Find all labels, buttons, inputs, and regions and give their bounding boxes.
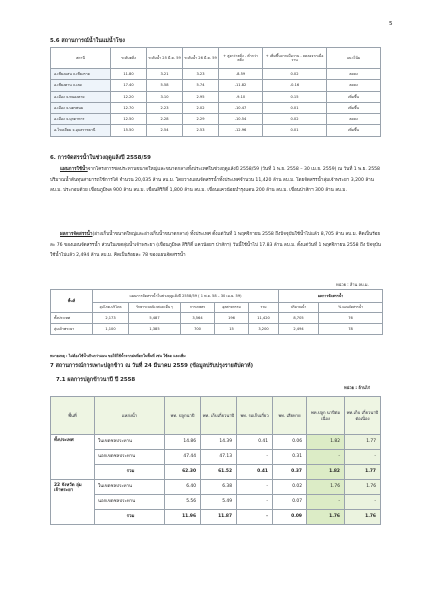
table-cell: 0.41 [237, 435, 273, 450]
allocation-subheader-row [51, 303, 383, 313]
table-cell: เพิ่มขึ้น [327, 102, 381, 113]
table-cell: 1,100 [93, 324, 129, 335]
mekong-table [50, 47, 381, 137]
table-cell: 0.37 [273, 465, 307, 480]
rice-table [50, 396, 381, 525]
section-6-title: 6. การจัดสรรน้ำในช่วงฤดูแล้งปี 2558/59 [50, 155, 151, 161]
table-cell: 0.15 [263, 91, 327, 102]
table-cell: -12.96 [219, 125, 263, 136]
plan-lead: แผนการใช้น้ำ [60, 167, 88, 172]
sub-header: ปริมาณน้ำ [279, 303, 319, 313]
table-cell: 2.95 [183, 91, 219, 102]
table-cell: 2.54 [147, 125, 183, 136]
station-cell: อ.เมือง จ.นครพนม [51, 102, 111, 113]
table-cell: 3,564 [181, 313, 215, 324]
header-cell: ระดับน้ำ 25 มี.ค. 59 [147, 48, 183, 69]
table-cell: 6.40 [165, 480, 201, 495]
table-cell: 0.01 [263, 102, 327, 113]
source-cell: ในเขตชลประทาน [95, 435, 165, 450]
sub-header: รักษาระบบนิเวศและอื่น ๆ [129, 303, 181, 313]
plan-header: แผนการจัดสรรน้ำในช่วงฤดูแล้งปี 2558/59 ( 1 พ.ย. 58 – 30 เม.ย. 59) [93, 290, 279, 303]
header-cell: พท. เก็บเกี่ยวนาปี [201, 397, 237, 435]
source-cell: นอกเขตชลประทาน [95, 495, 165, 510]
table-cell: ลดลง [327, 69, 381, 80]
table-cell: 3.21 [147, 69, 183, 80]
table-cell: 0.41 [237, 465, 273, 480]
table-cell: -10.54 [219, 114, 263, 125]
allocation-note: หมายเหตุ : ไม่ต้องใช้น้ำเกินกว่าแผน ขอให้ใช้น้ำจากฝนที่ตกในพื้นที่ เช่น ใช้ลด และเพิ่ม [50, 354, 186, 358]
header-cell: พท.ปลูก นาปีต่อเนื่อง [307, 397, 345, 435]
station-cell: อ.โขงเจียม จ.อุบลราชธานี [51, 125, 111, 136]
table-cell: 1.77 [345, 435, 381, 450]
header-cell: แนวโน้ม [327, 48, 381, 69]
table-cell: 3,200 [249, 324, 279, 335]
table-cell: 1.76 [345, 510, 381, 525]
table-cell: 1.76 [345, 480, 381, 495]
allocation-unit-label: หน่วย : ล้าน ลบ.ม. [336, 282, 369, 287]
area-header: พื้นที่ [51, 290, 93, 313]
table-row [51, 80, 381, 91]
table-cell: -10.47 [219, 102, 263, 113]
table-cell: 0.02 [263, 114, 327, 125]
header-cell: ระดับน้ำ 26 มี.ค. 59 [183, 48, 219, 69]
table-cell: ลดลง [327, 80, 381, 91]
table-cell: 2.23 [147, 102, 183, 113]
table-cell: 2,173 [93, 313, 129, 324]
table-cell: 14.39 [201, 435, 237, 450]
section-7-title: 7 สถานการณ์การเพาะปลูกข้าว ณ วันที่ 24 มีนาคม 2559 (ข้อมูลปรับปรุงรายสัปดาห์) [50, 363, 254, 369]
table-cell: 196 [215, 313, 249, 324]
table-row [51, 435, 381, 450]
table-cell: 0.09 [273, 510, 307, 525]
table-cell: - [237, 450, 273, 465]
table-row [51, 125, 381, 136]
mekong-header-row [51, 48, 381, 69]
table-cell: 2.29 [183, 114, 219, 125]
plan-paragraph [50, 165, 382, 197]
table-cell: 1.82 [307, 435, 345, 450]
table-cell: 3.23 [183, 69, 219, 80]
table-row [51, 510, 381, 525]
area-cell: ลุ่มเจ้าพระยา [51, 324, 93, 335]
table-cell: 5,487 [129, 313, 181, 324]
table-cell: 47.44 [165, 450, 201, 465]
table-cell: -0.16 [263, 80, 327, 91]
result-lead: ผลการจัดสรรน้ำ [60, 232, 93, 237]
sub-header: รวม [249, 303, 279, 313]
rice-header-row [51, 397, 381, 435]
table-row [51, 324, 383, 335]
source-cell: ในเขตชลประทาน [95, 480, 165, 495]
allocation-header-row [51, 290, 383, 303]
header-cell: พื้นที่ [51, 397, 95, 435]
source-cell: นอกเขตชลประทาน [95, 450, 165, 465]
table-cell: 1.82 [307, 465, 345, 480]
table-cell: 1.76 [307, 480, 345, 495]
table-cell: เพิ่มขึ้น [327, 125, 381, 136]
table-cell: 11.96 [165, 510, 201, 525]
header-cell: + สูงกว่าตลิ่ง - ต่ำกว่าตลิ่ง [219, 48, 263, 69]
rice-unit-label: หน่วย : ล้านไร่ [344, 385, 370, 390]
table-cell: - [307, 495, 345, 510]
table-cell: 11.87 [201, 510, 237, 525]
source-cell: รวม [95, 510, 165, 525]
result-header: ผลการจัดสรรน้ำ [279, 290, 383, 303]
table-cell: 61.52 [201, 465, 237, 480]
table-cell: -11.82 [219, 80, 263, 91]
table-cell: 0.01 [263, 125, 327, 136]
table-row [51, 114, 381, 125]
section-56-title: 5.6 สถานการณ์น้ำในแม่น้ำโขง [50, 38, 125, 44]
sub-header: การเกษตร [181, 303, 215, 313]
table-cell: 3.10 [147, 91, 183, 102]
table-cell: 5.58 [147, 80, 183, 91]
header-cell: พท. ปลูกนาปี [165, 397, 201, 435]
table-cell: - [345, 495, 381, 510]
table-cell: 5.74 [183, 80, 219, 91]
table-cell: 15 [215, 324, 249, 335]
table-cell: 1,385 [129, 324, 181, 335]
header-cell: ระดับตลิ่ง [111, 48, 147, 69]
table-cell: ลดลง [327, 114, 381, 125]
station-cell: อ.เชียงคาน จ.เลย [51, 80, 111, 91]
group-cell: ทั้งประเทศ [51, 435, 95, 480]
header-cell: แหล่งน้ำ [95, 397, 165, 435]
table-cell: 12.20 [111, 91, 147, 102]
table-cell: 8,705 [279, 313, 319, 324]
station-cell: อ.เมือง จ.มุกดาหาร [51, 114, 111, 125]
section-71-title: 7.1 ผลการปลูกข้าวนาปี ปี 2558 [56, 377, 136, 383]
table-row [51, 313, 383, 324]
plan-body: จากโครงการชลประทานขนาดใหญ่และขนาดกลางทั้งประเทศในช่วงฤดูแล้งปี 2558/59 (วันที่ 1 พ.ย. 2558 – 30 เม.ย. 2559) ณ วันที่ 1 พ.ย. 2558 ปริมาณน้ำต้นทุนสามารถใช้การได้ จำนวน 20,035 ล้าน ลบ.ม. โดยวางแผนจัดสรรน้ำทั้งประเทศจำนวน 11,420 ล้าน ลบ.ม. โดยจัดสรรน้ำลุ่มเจ้าพระยา 3,200 ล้าน ลบ.ม. ประกอบด้วย เขื่อนภูมิพล 900 ล้าน ลบ.ม. เขื่อนสิริกิติ์ 1,800 ล้าน ลบ.ม. เขื่อนแควน้อยบำรุงแดน 200 ล้าน ลบ.ม. เขื่อนป่าสักฯ 300 ล้าน ลบ.ม. [50, 167, 380, 193]
result-body: (อ่างเก็บน้ำขนาดใหญ่และอ่างเก็บน้ำขนาดกลาง) ทั้งประเทศ ตั้งแต่วันที่ 1 พฤศจิกายน 2558 ถึงปัจจุบันใช้น้ำไปแล้ว 8,705 ล้าน ลบ.ม. คิดเป็นร้อยละ 76 ของแผนจัดสรรน้ำ ส่วนในเขตลุ่มน้ำเจ้าพระยา (เขื่อนภูมิพล สิริกิติ์ แควน้อยฯ ป่าสักฯ) วันนี้ใช้น้ำไป 17.83 ล้าน ลบ.ม. ตั้งแต่วันที่ 1 พฤศจิกายน 2558 ถึง ปัจจุบัน ใช้น้ำไปแล้ว 2,494 ล้าน ลบ.ม. คิดเป็นร้อยละ 78 ของแผนจัดสรรน้ำ [50, 232, 381, 258]
table-cell: 1.76 [307, 510, 345, 525]
table-cell: - [307, 450, 345, 465]
table-cell: เพิ่มขึ้น [327, 91, 381, 102]
result-paragraph [50, 230, 382, 262]
table-row [51, 495, 381, 510]
table-cell: 78 [319, 324, 383, 335]
table-row [51, 465, 381, 480]
table-cell: 1.77 [345, 465, 381, 480]
table-cell: 15.50 [111, 125, 147, 136]
group-cell: 22 จังหวัด ลุ่มเจ้าพระยา [51, 480, 95, 525]
table-cell: 11.80 [111, 69, 147, 80]
sub-header: % แผนจัดสรรน้ำ [319, 303, 383, 313]
table-cell: - [237, 510, 273, 525]
table-cell: 0.07 [273, 495, 307, 510]
table-cell: - [345, 450, 381, 465]
source-cell: รวม [95, 465, 165, 480]
table-cell: 12.70 [111, 102, 147, 113]
table-cell: 12.50 [111, 114, 147, 125]
table-cell: 47.13 [201, 450, 237, 465]
table-cell: 62.30 [165, 465, 201, 480]
table-cell: 0.02 [273, 480, 307, 495]
station-cell: อ.เชียงแสน จ.เชียงราย [51, 69, 111, 80]
table-cell: 0.31 [273, 450, 307, 465]
sub-header: อุปโภค-บริโภค [93, 303, 129, 313]
table-cell: -8.59 [219, 69, 263, 80]
page-number: 5 [389, 21, 393, 27]
table-cell: - [237, 495, 273, 510]
table-cell: -9.10 [219, 91, 263, 102]
station-cell: อ.เมือง จ.หนองคาย [51, 91, 111, 102]
header-cell: พท.เก็บ เกี่ยวนาปี ต่อเนื่อง [345, 397, 381, 435]
header-cell: พท. รอเก็บเกี่ยว [237, 397, 273, 435]
table-row [51, 91, 381, 102]
header-cell: สถานี [51, 48, 111, 69]
table-row [51, 69, 381, 80]
header-cell: + เพิ่มขึ้นจากเมื่อวาน - ลดลงจากเมื่อวาน [263, 48, 327, 69]
table-cell: 2.02 [183, 102, 219, 113]
allocation-table [50, 289, 383, 335]
sub-header: อุตสาหกรรม [215, 303, 249, 313]
table-row [51, 450, 381, 465]
table-cell: 0.02 [263, 69, 327, 80]
table-cell: 0.06 [273, 435, 307, 450]
table-cell: 76 [319, 313, 383, 324]
area-cell: ทั้งประเทศ [51, 313, 93, 324]
header-cell: พท. เสียหาย [273, 397, 307, 435]
table-cell: 17.40 [111, 80, 147, 91]
table-cell: 5.56 [165, 495, 201, 510]
table-cell: 5.49 [201, 495, 237, 510]
table-cell: - [237, 480, 273, 495]
table-cell: 11,420 [249, 313, 279, 324]
table-cell: 2,494 [279, 324, 319, 335]
table-cell: 6.38 [201, 480, 237, 495]
table-row [51, 480, 381, 495]
table-cell: 2.53 [183, 125, 219, 136]
table-cell: 700 [181, 324, 215, 335]
table-row [51, 102, 381, 113]
table-cell: 2.28 [147, 114, 183, 125]
table-cell: 14.86 [165, 435, 201, 450]
